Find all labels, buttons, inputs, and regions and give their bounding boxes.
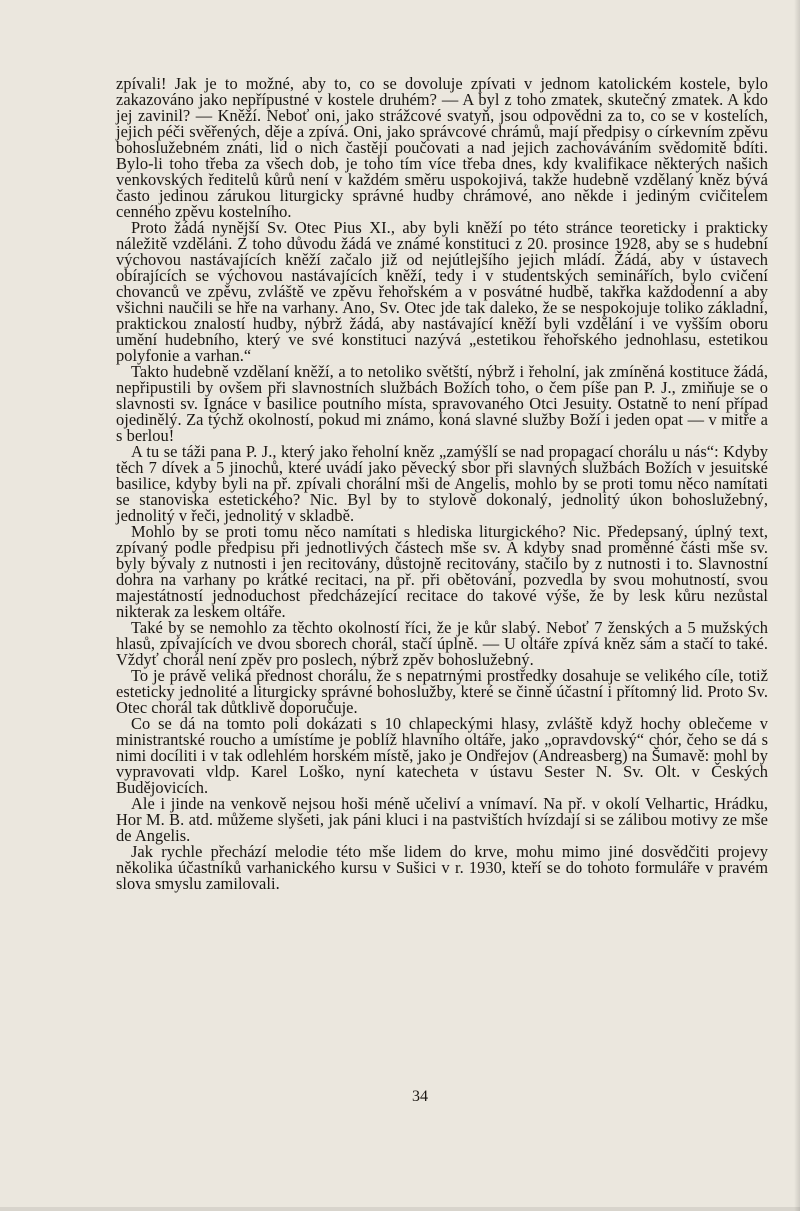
paragraph: A tu se táži pana P. J., který jako řeholní kněz „zamýšlí se nad propagací chorálu u nás“: Kdyby těch 7 dívek a 5 jinochů, které uvádí jako pěvecký sbor při slavných službách Božích v jesuitské basilice, kdyby byli na př. zpívali chorální mši de Angelis, mohlo by se proti tomu něco namítati se stanoviska estetického? Nic. Byl by to stylově dokonalý, jednolitý úkon bohoslužebný, jednolitý v řeči, jednolitý v skladbě. — [116, 442, 768, 525]
page-number: 34 — [412, 1088, 428, 1105]
paragraph: To je právě veliká přednost chorálu, že s nepatrnými prostředky dosahuje se velikého cíle, totiž esteticky jednolité a liturgicky správné bohoslužby, které se činně účastní i přítomný lid. Proto Sv. Otec chorál tak důtklivě doporučuje. — [116, 666, 768, 717]
paragraph: Co se dá na tomto poli dokázati s 10 chlapeckými hlasy, zvláště když hochy oblečeme v ministrantské roucho a umístíme je poblíž hlavního oltáře, jako „opravdovský“ chór, čeho se dá s nimi docíliti i v tak odlehlém horském místě, jako je Ondřejov (Andreasberg) na Šumavě: mohl by vypravovati vldp. Karel Loško, nyní katecheta v ústavu Sester N. Sv. Olt. v Českých Budějovicích. — [116, 714, 768, 797]
paragraph: Ale i jinde na venkově nejsou hoši méně učeliví a vnímaví. Na př. v okolí Velhartic, Hrádku, Hor M. B. atd. můžeme slyšeti, jak páni kluci i na pastvištích hvízdají si se zálibou motivy ze mše de Angelis. — [116, 794, 768, 845]
page-edge-shadow — [794, 0, 800, 1211]
body-text — [116, 76, 768, 892]
paragraph: Mohlo by se proti tomu něco namítati s hlediska liturgického? Nic. Předepsaný, úplný text, zpívaný podle předpisu při jednotlivých částech mše sv. A kdyby snad proměnné části mše sv. byly bývaly z nutnosti i jen recitovány, důstojně recitovány, stačilo by z nutnosti i to. Slavnostní dohra na varhany po krátké recitaci, na př. při obětování, pozvedla by svou mohutností, svou majestátností jednoduchost předcházející recitace do takové výše, že by lesk kůru nezůstal nikterak za leskem oltáře. — [116, 522, 768, 621]
paragraph: Takto hudebně vzdělaní kněží, a to netoliko světští, nýbrž i řeholní, jak zmíněná kostituce žádá, nepřipustili by ovšem při slavnostních službách Božích toho, o čem píše pan P. J., zmiňuje se o slavnosti sv. Ignáce v basilice poutního místa, spravovaného Otci Jesuity. Ostatně to není případ ojedinělý. Za týchž okolností, pokud mi známo, koná slavné služby Boží i jeden opat — v mitře a s berlou! — [116, 362, 768, 445]
paragraph: Jak rychle přechází melodie této mše lidem do krve, mohu mimo jiné dosvědčiti projevy několika účastníků varhanického kursu v Sušici v r. 1930, kteří se do tohoto formuláře v pravém slova smyslu zamilovali. — [116, 842, 768, 893]
paragraph: zpívali! Jak je to možné, aby to, co se dovoluje zpívati v jednom katolickém kostele, bylo zakazováno jako nepřípustné v kostele druhém? — A byl z toho zmatek, skutečný zmatek. A kdo jej zavinil? — Kněží. Neboť oni, jako strážcové svatyň, jsou odpovědni za to, co se v kostelích, jejich péči svěřených, děje a zpívá. Oni, jako správcové chrámů, mají předpisy o církevním zpěvu bohoslužebném znáti, lid o nich častěji poučovati a nad jejich zachováváním svědomitě bdíti. Bylo-li toho třeba za všech dob, je toho tím více třeba dnes, kdy kvalifikace některých našich venkovských ředitelů kůrů není v každém směru uspokojivá, takže hudebně vzdělaný kněz bývá často jedinou zárukou liturgicky správné hudby chrámové, ano někde i jediným cvičitelem cenného zpěvu kostelního. — [116, 74, 768, 221]
paragraph: Proto žádá nynější Sv. Otec Pius XI., aby byli kněží po této stránce teoreticky i prakticky náležitě vzděláni. Z toho důvodu žádá ve známé konstituci z 20. prosince 1928, aby se s hudební výchovou nastávajících kněží začalo již od nejútlejšího jejich mládí. Žádá, aby v ústavech obírajících se výchovou nastávajících kněží, tedy i v studentských seminářích, bylo cvičení chovanců ve zpěvu, zvláště ve zpěvu řehořském a v posvátné hudbě, takřka každodenní a aby všichni naučili se hře na varhany. Ano, Sv. Otec jde tak daleko, že se nespokojuje toliko základní, praktickou znalostí hudby, nýbrž žádá, aby nastávající kněží byli vzdělání i ve vyšším oboru umění hudebního, který ve své konstituci nazývá „estetikou řehořského jednohlasu, estetikou polyfonie a varhan.“ — [116, 218, 768, 365]
page-bottom-shadow — [0, 1207, 800, 1211]
paragraph: Také by se nemohlo za těchto okolností říci, že je kůr slabý. Neboť 7 ženských a 5 mužských hlasů, zpívajících ve dvou sborech chorál, stačí úplně. — U oltáře zpívá kněz sám a stačí to také. Vždyť chorál není zpěv pro poslech, nýbrž zpěv bohoslužebný. — [116, 618, 768, 669]
